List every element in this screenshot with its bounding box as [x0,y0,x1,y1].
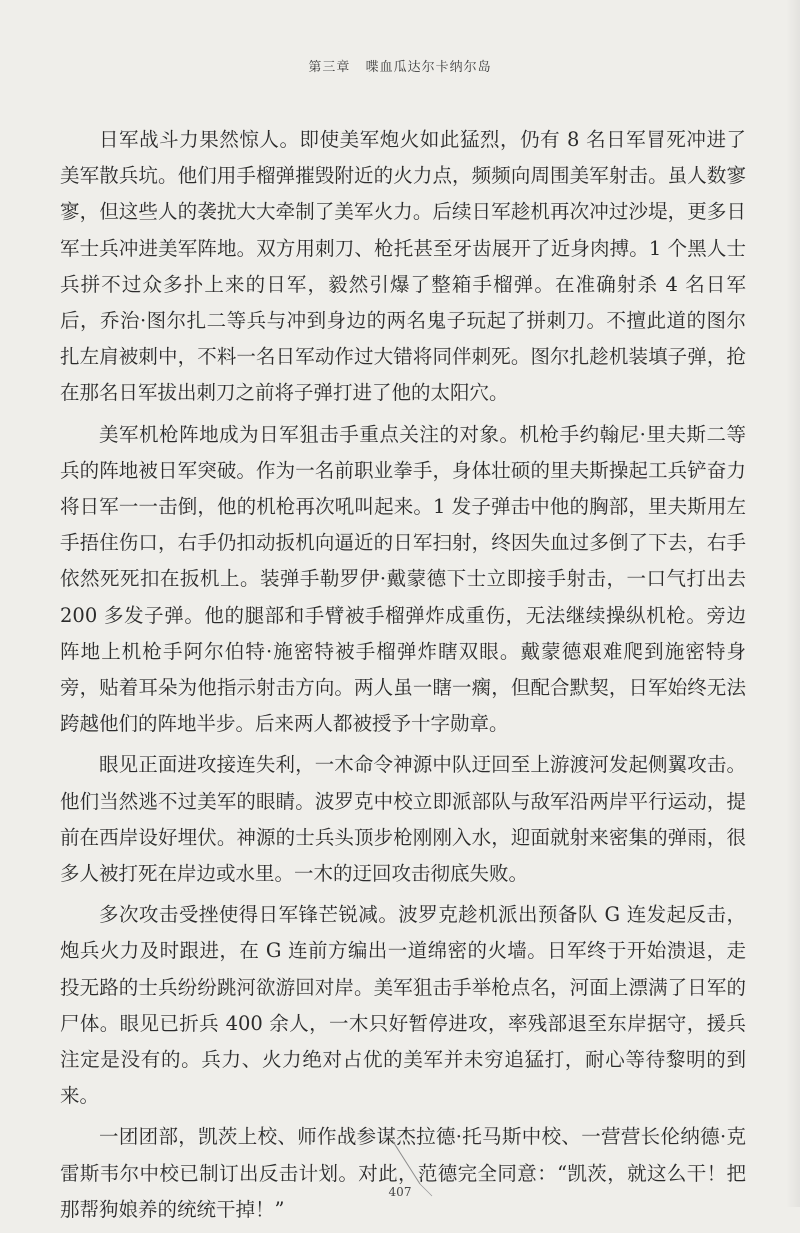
scan-edge-shadow [786,0,800,1207]
paragraph: 一团团部，凯茨上校、师作战参谋杰拉德·托马斯中校、一营营长伦纳德·克雷斯韦尔中校已制订出反击计划。对此，范德完全同意：“凯茨，就这么干！把那帮狗娘养的统统干掉！” [60,1125,746,1221]
page-number: 407 [388,1185,412,1199]
chapter-label: 第三章 [308,60,351,75]
paragraph: 日军战斗力果然惊人。即使美军炮火如此猛烈，仍有 8 名日军冒死冲进了美军散兵坑。他们用手榴弹摧毁附近的火力点，频频向周围美军射击。虽人数寥寥，但这些人的袭扰大大牵制了美军火力。后续日军趁机再次冲过沙堤，更多日军士兵冲进美军阵地。双方用刺刀、枪托甚至牙齿展开了近身肉搏。1 个黑人士兵拼不过众多扑上来的日军，毅然引爆了整箱手榴弹。在准确射杀 4 名日军后，乔治·图尔扎二等兵与冲到身边的两名鬼子玩起了拼刺刀。不擅此道的图尔扎左肩被刺中，不料一名日军动作过大错将同伴刺死。图尔扎趁机装填子弹，抢在那名日军拔出刺刀之前将子弹打进了他的太阳穴。 [60,128,746,405]
chapter-title: 喋血瓜达尔卡纳尔岛 [365,60,492,75]
paragraph: 眼见正面进攻接连失利，一木命令神源中队迂回至上游渡河发起侧翼攻击。他们当然逃不过美军的眼睛。波罗克中校立即派部队与敌军沿两岸平行运动，提前在西岸设好埋伏。神源的士兵头顶步枪刚刚入水，迎面就射来密集的弹雨，很多人被打死在岸边或水里。一木的迂回攻击彻底失败。 [60,753,746,886]
paragraph: 多次攻击受挫使得日军锋芒锐减。波罗克趁机派出预备队 G 连发起反击，炮兵火力及时跟进，在 G 连前方编出一道绵密的火墙。日军终于开始溃退，走投无路的士兵纷纷跳河欲游回对岸。美军狙击手举枪点名，河面上漂满了日军的尸体。眼见已折兵 400 余人，一木只好暂停进攻，率残部退至东岸据守，援兵注定是没有的。兵力、火力绝对占优的美军并未穷追猛打，耐心等待黎明的到来。 [60,903,746,1108]
running-head [0,56,800,75]
body-text [60,122,746,1233]
paragraph: 美军机枪阵地成为日军狙击手重点关注的对象。机枪手约翰尼·里夫斯二等兵的阵地被日军突破。作为一名前职业拳手，身体壮硕的里夫斯操起工兵铲奋力将日军一一击倒，他的机枪再次吼叫起来。1 发子弹击中他的胸部，里夫斯用左手捂住伤口，右手仍扣动扳机向逼近的日军扫射，终因失血过多倒了下去，右手依然死死扣在扳机上。装弹手勒罗伊·戴蒙德下士立即接手射击，一口气打出去 200 多发子弹。他的腿部和手臂被手榴弹炸成重伤，无法继续操纵机枪。旁边阵地上机枪手阿尔伯特·施密特被手榴弹炸瞎双眼。戴蒙德艰难爬到施密特身旁，贴着耳朵为他指示射击方向。两人虽一瞎一瘸，但配合默契，日军始终无法跨越他们的阵地半步。后来两人都被授予十字勋章。 [60,422,746,736]
